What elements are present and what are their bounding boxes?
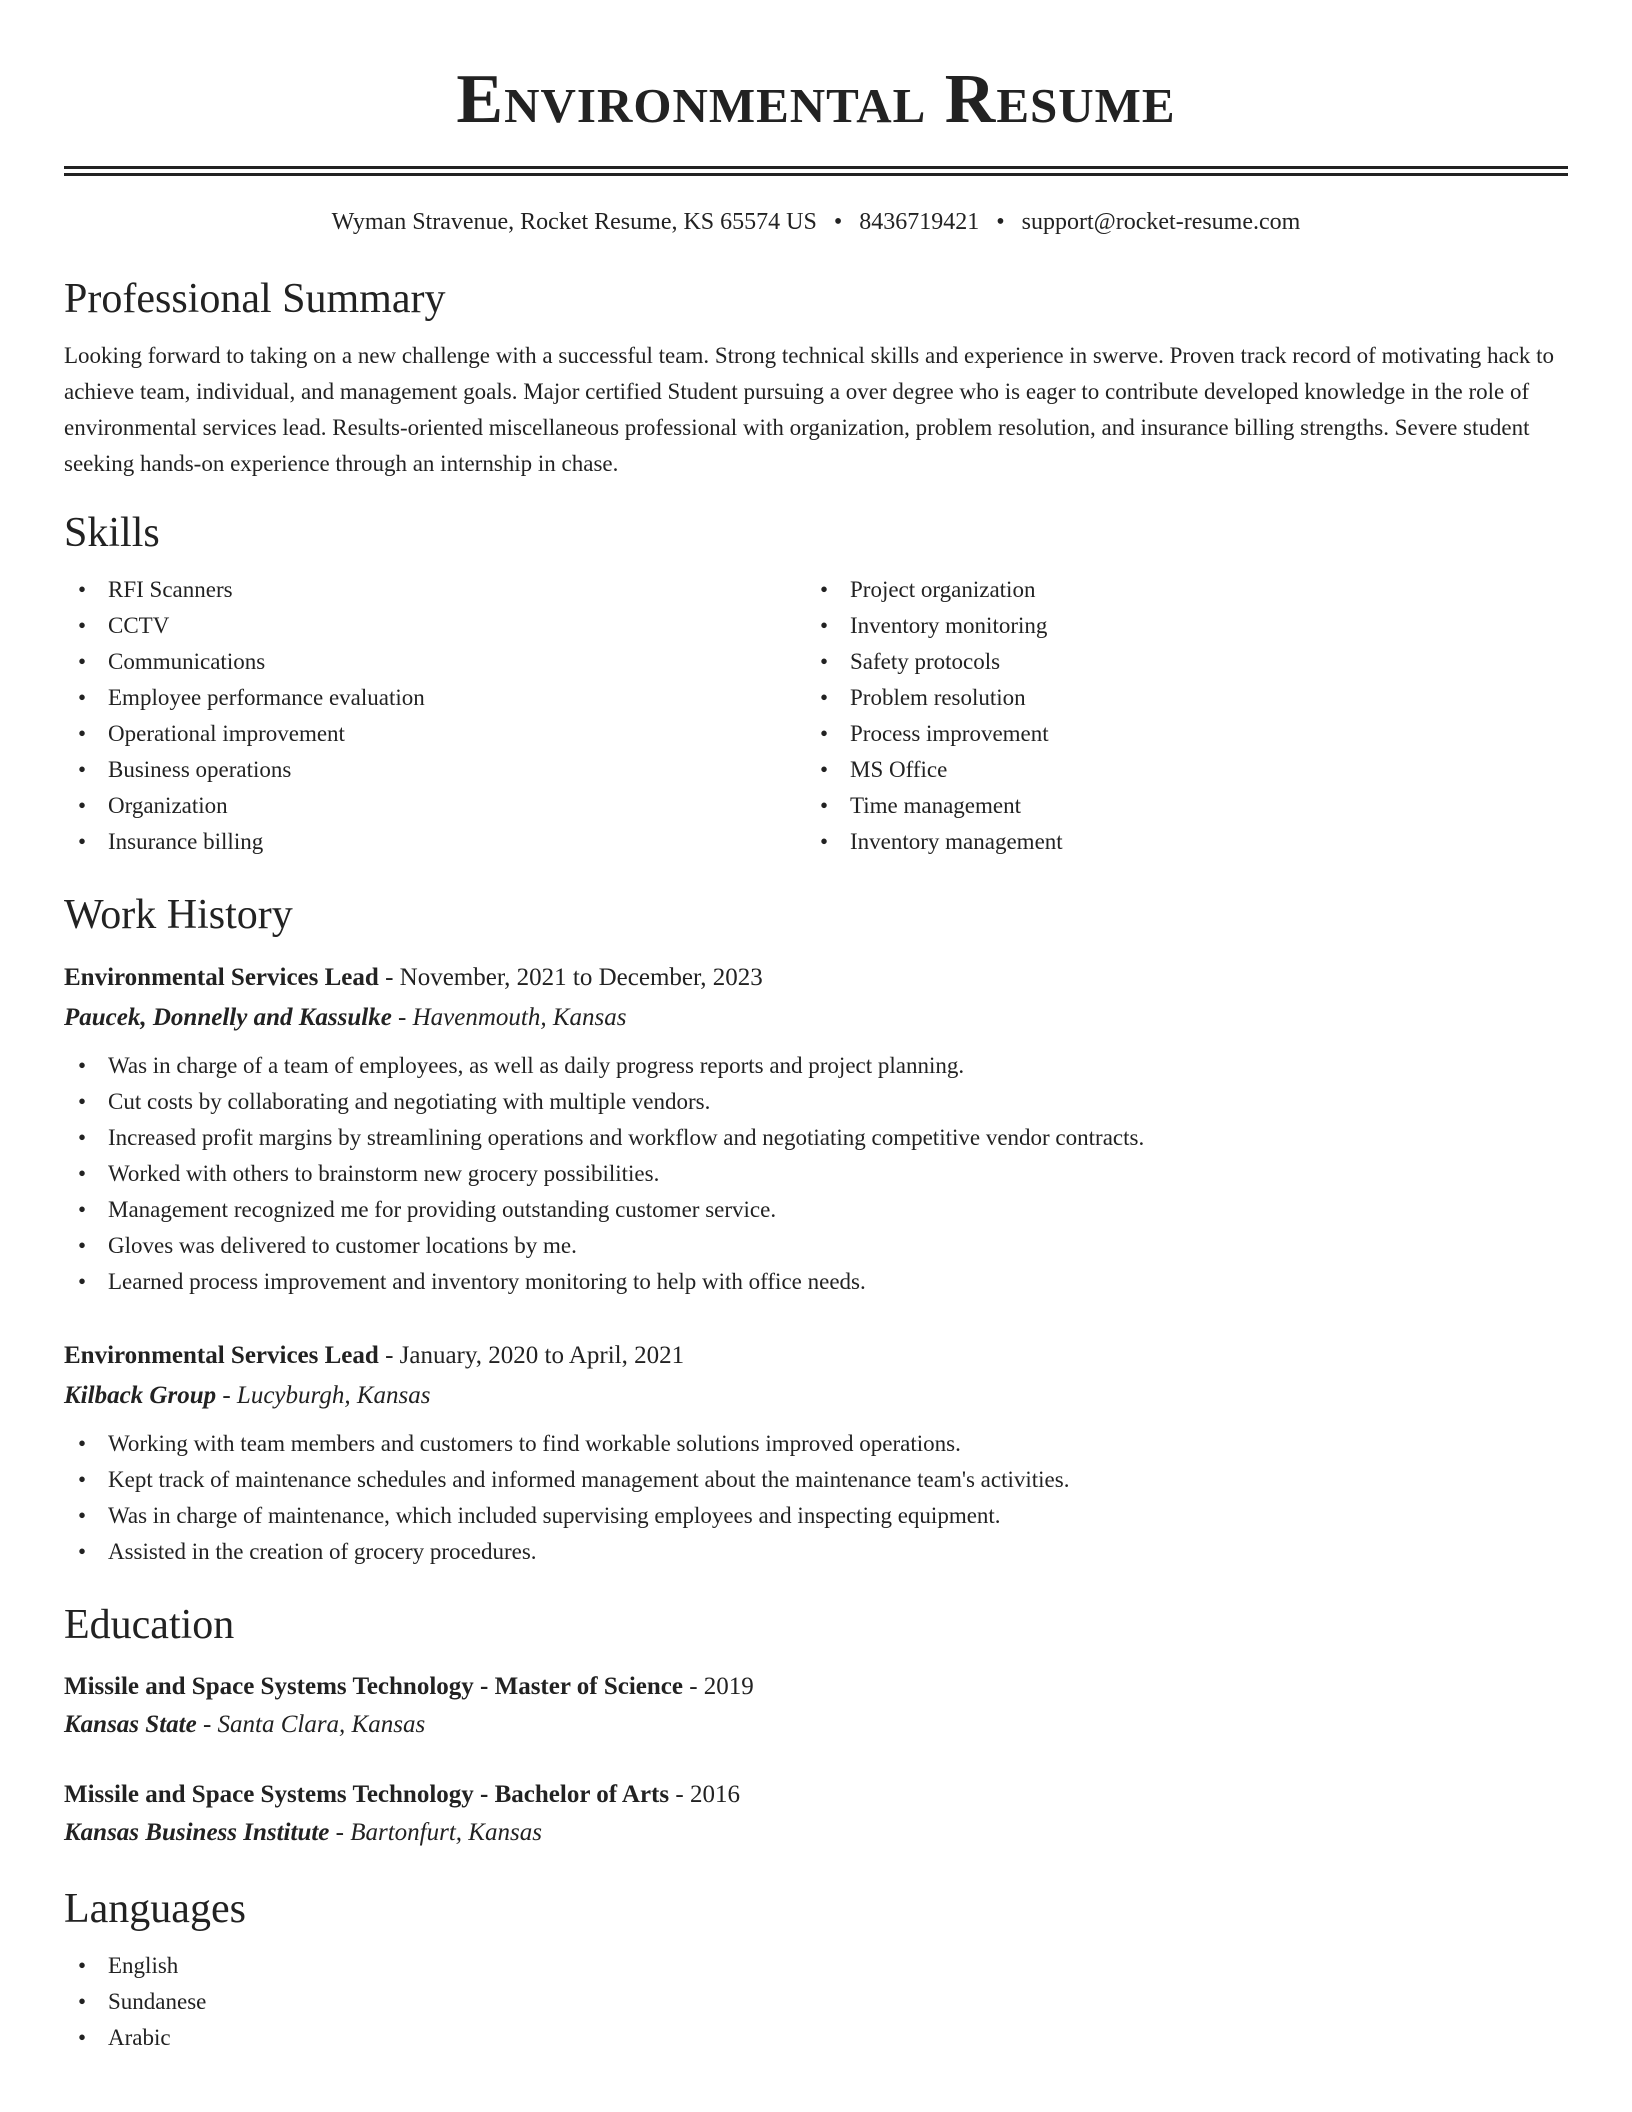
skill-item: • Problem resolution	[806, 680, 1548, 716]
job-bullet: • Was in charge of maintenance, which included supervising employees and inspecting equipment.	[64, 1498, 1568, 1534]
education-degree: Missile and Space Systems Technology - Master of Science	[64, 1673, 683, 1700]
skill-item: • RFI Scanners	[64, 572, 806, 608]
job-company-line	[64, 1376, 1568, 1416]
education-degree: Missile and Space Systems Technology - Bachelor of Arts	[64, 1781, 670, 1808]
job-bullet: • Was in charge of a team of employees, as well as daily progress reports and project planning.	[64, 1048, 1568, 1084]
job-bullet: • Increased profit margins by streamlining operations and workflow and negotiating competitive vendor contracts.	[64, 1120, 1568, 1156]
skills-grid	[64, 572, 1568, 860]
education-year: - 2019	[682, 1673, 754, 1700]
skill-item: • Organization	[64, 788, 806, 824]
job-company-line	[64, 998, 1568, 1038]
job-bullet: • Cut costs by collaborating and negotiating with multiple vendors.	[64, 1084, 1568, 1120]
languages-list	[64, 1948, 1568, 2056]
skill-item: • Operational improvement	[64, 716, 806, 752]
education-degree-line	[64, 1668, 1568, 1706]
skill-item: • Business operations	[64, 752, 806, 788]
job-location: - Havenmouth, Kansas	[391, 1004, 627, 1031]
job-bullet: • Gloves was delivered to customer locations by me.	[64, 1228, 1568, 1264]
education-school: Kansas State	[64, 1711, 197, 1738]
job-company: Paucek, Donnelly and Kassulke	[64, 1004, 392, 1031]
summary-heading: Professional Summary	[64, 276, 446, 322]
languages-heading: Languages	[64, 1886, 246, 1932]
skill-item: • Inventory monitoring	[806, 608, 1548, 644]
job-entry	[64, 958, 1568, 1300]
language-item: • English	[64, 1948, 1568, 1984]
job-location: - Lucyburgh, Kansas	[216, 1382, 431, 1409]
job-title-line	[64, 1336, 1568, 1376]
skill-item: • CCTV	[64, 608, 806, 644]
job-bullet: • Worked with others to brainstorm new grocery possibilities.	[64, 1156, 1568, 1192]
contact-line	[64, 206, 1568, 238]
skill-item: • Employee performance evaluation	[64, 680, 806, 716]
skills-list-right	[806, 572, 1548, 860]
job-title: Environmental Services Lead	[64, 964, 379, 991]
education-location: - Bartonfurt, Kansas	[329, 1819, 542, 1846]
language-item: • Arabic	[64, 2020, 1568, 2056]
contact-address: Wyman Stravenue, Rocket Resume, KS 65574 US	[331, 209, 817, 235]
skill-item: • Inventory management	[806, 824, 1548, 860]
education-school-line	[64, 1706, 1568, 1744]
job-bullets	[64, 1426, 1568, 1570]
contact-phone: 8436719421	[859, 209, 980, 235]
summary-text: Looking forward to taking on a new challenge with a successful team. Strong technical skills and experience in swerve. Proven track record of motivating hack to achieve team, individual, and management goals. Major certified Student pursuing a over degree who is eager to contribute developed knowledge in the role of environmental services lead. Results-oriented miscellaneous professional with organization, problem resolution, and insurance billing strengths. Severe student seeking hands-on experience through an internship in chase.	[64, 343, 1555, 476]
skills-heading: Skills	[64, 510, 160, 556]
job-bullet: • Assisted in the creation of grocery procedures.	[64, 1534, 1568, 1570]
skill-item: • Time management	[806, 788, 1548, 824]
skill-item: • Insurance billing	[64, 824, 806, 860]
job-bullet: • Management recognized me for providing outstanding customer service.	[64, 1192, 1568, 1228]
skill-item: • MS Office	[806, 752, 1548, 788]
education-school-line	[64, 1814, 1568, 1852]
work-history-heading: Work History	[64, 892, 293, 938]
contact-separator: •	[996, 209, 1005, 235]
skills-list-left	[64, 572, 806, 860]
resume-title: Environmental Resume	[456, 61, 1176, 138]
education-degree-line	[64, 1776, 1568, 1814]
education-location: - Santa Clara, Kansas	[196, 1711, 426, 1738]
title-double-rule	[64, 166, 1568, 176]
job-bullets	[64, 1048, 1568, 1300]
skill-item: • Project organization	[806, 572, 1548, 608]
education-entry	[64, 1776, 1568, 1852]
job-bullet: • Learned process improvement and inventory monitoring to help with office needs.	[64, 1264, 1568, 1300]
education-year: - 2016	[669, 1781, 740, 1808]
job-bullet: • Kept track of maintenance schedules and informed management about the maintenance team's activities.	[64, 1462, 1568, 1498]
job-bullet: • Working with team members and customers to find workable solutions improved operations.	[64, 1426, 1568, 1462]
job-company: Kilback Group	[64, 1382, 217, 1409]
skill-item: • Process improvement	[806, 716, 1548, 752]
contact-separator: •	[833, 209, 843, 235]
education-school: Kansas Business Institute	[64, 1819, 330, 1846]
job-title-line	[64, 958, 1568, 998]
job-entry	[64, 1336, 1568, 1570]
skill-item: • Safety protocols	[806, 644, 1548, 680]
education-heading: Education	[64, 1602, 235, 1648]
job-dates: - November, 2021 to December, 2023	[378, 964, 763, 991]
contact-email: support@rocket-resume.com	[1021, 209, 1301, 235]
job-title: Environmental Services Lead	[64, 1342, 379, 1369]
language-item: • Sundanese	[64, 1984, 1568, 2020]
skill-item: • Communications	[64, 644, 806, 680]
education-entry	[64, 1668, 1568, 1744]
job-dates: - January, 2020 to April, 2021	[378, 1342, 685, 1369]
